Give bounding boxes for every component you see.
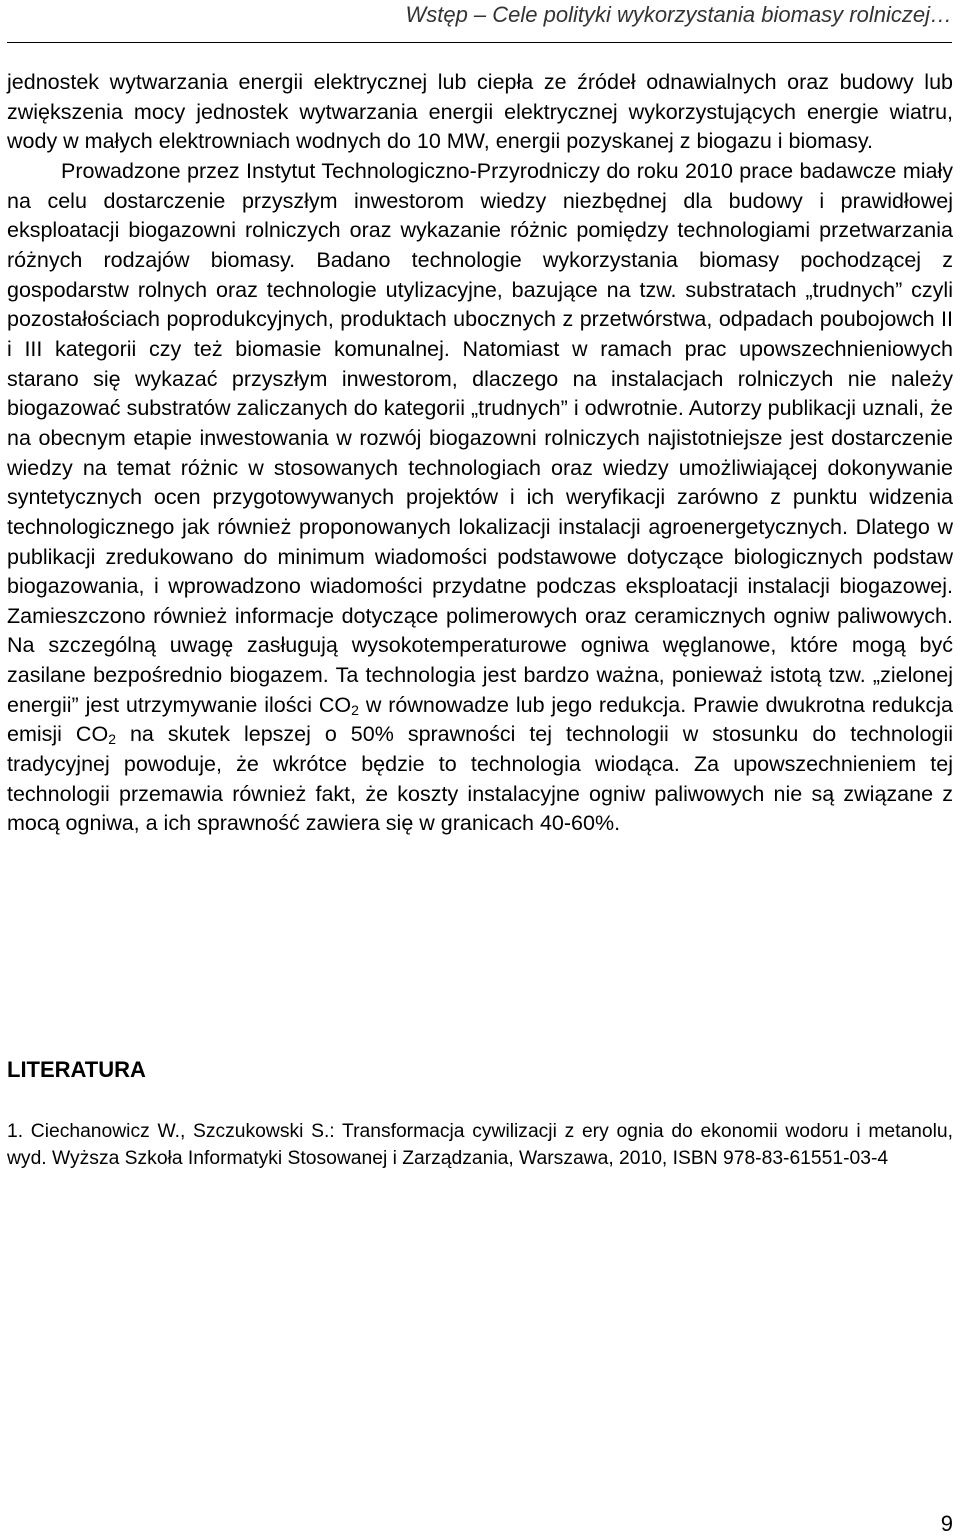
reference-item: 1. Ciechanowicz W., Szczukowski S.: Transformacja cywilizacji z ery ognia do ekonomii wodoru i metanolu, wyd. Wyższa Szkoła Informatyki Stosowanej i Zarządzania, Warszawa, 2010, ISBN 978-83-61551-03-4 — [7, 1121, 953, 1169]
page-number: 9 — [940, 1511, 953, 1536]
running-header — [7, 0, 952, 43]
paragraph-text-part-1: Prowadzone przez Instytut Technologiczno-Przyrodniczy do roku 2010 prace badawcze miały na celu dostarczenie przyszłym inwestorom wiedzy niezbędnej dla budowy i prawidłowej eksploatacji biogazowni rolniczych oraz wykazanie różnic pomiędzy technologiami przetwarzania różnych rodzajów biomasy. Badano technologie wykorzystania biomasy pochodzącej z gospodarstw rolnych oraz technologie utylizacyjne, bazujące na tzw. substratach „trudnych” czyli pozostałościach poprodukcyjnych, produktach ubocznych z przetwórstwa, odpadach poubojowch II i III kategorii czy też biomasie komunalnej. Natomiast w ramach prac upowszechnieniowych starano się wykazać przyszłym inwestorom, dlaczego na instalacjach rolniczych nie należy biogazować substratów zaliczanych do kategorii „trudnych” i odwrotnie. Autorzy publikacji uznali, że na obecnym etapie inwestowania w rozwój biogazowni rolniczych najistotniejsze jest dostarczenie wiedzy na temat różnic w stosowanych technologiach oraz wiedzy umożliwiającej dokonywanie syntetycznych ocen przygotowywanych projektów i ich weryfikacji zarówno z punktu widzenia technologicznego jak również proponowanych lokalizacji instalacji agroenergetycznych. Dlatego w publikacji zredukowano do minimum wiadomości podstawowe dotyczące biologicznych podstaw biogazowania, i wprowadzono wiadomości przydatne podczas eksploatacji instalacji biogazowej. Zamieszczono również informacje dotyczące polimerowych oraz ceramicznych ogniw paliwowych. Na szczególną uwagę zasługują wysokotemperaturowe ogniwa węglanowe, które mogą być zasilane bezpośrednio biogazem. Ta technologia jest bardzo ważna, ponieważ istotą tzw. „zielonej energii” jest utrzymywanie ilości CO — [7, 158, 953, 717]
paragraph-continuation: jednostek wytwarzania energii elektrycznej lub ciepła ze źródeł odnawialnych oraz budowy lub zwiększenia mocy jednostek wytwarzania energii elektrycznej wykorzystujących energie wiatru, wody w małych elektrowniach wodnych do 10 MW, energii pozyskanej z biogazu i biomasy. — [7, 70, 953, 154]
literature-heading: LITERATURA — [7, 1057, 146, 1082]
main-text — [7, 68, 953, 839]
header-title: Wstęp – Cele polityki wykorzystania biomasy rolniczej… — [405, 2, 952, 27]
paragraph-text-part-2: w równowadze lub jego redukcja. Prawie dwukrotna redukcja emisji CO — [7, 692, 954, 747]
paragraph-text-part-3: na skutek lepszej o 50% sprawności tej technologii w stosunku do technologii tradycyjnej powoduje, że wkrótce będzie to technologia wiodąca. Za upowszechnieniem tej technologii przemawia również fakt, że koszty instalacyjne ogniw paliwowych nie są związane z mocą ogniwa, a ich sprawność zawiera się w granicach 40-60%. — [7, 722, 954, 836]
co2-subscript: 2 — [108, 731, 116, 748]
co2-subscript: 2 — [351, 701, 359, 718]
paragraph-research — [7, 157, 953, 839]
